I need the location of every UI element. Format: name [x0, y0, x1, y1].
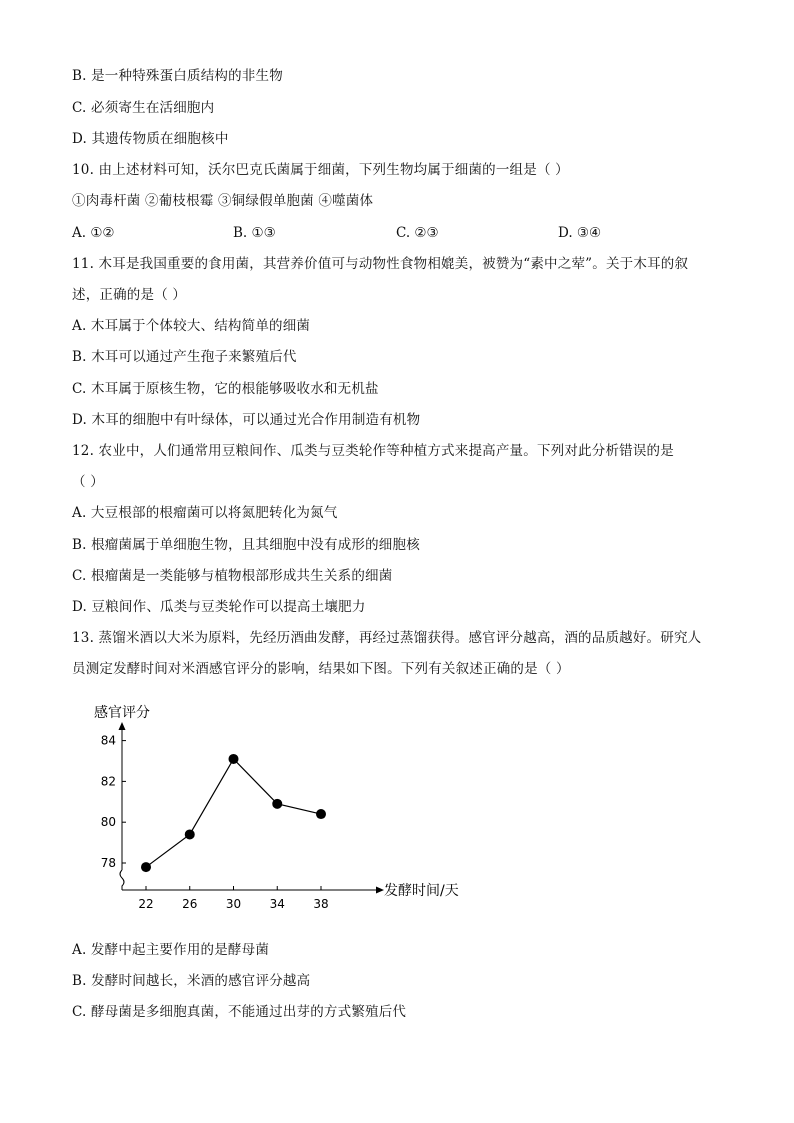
x-tick-label: 30 — [225, 897, 242, 911]
q9-option-d: D. 其遗传物质在细胞核中 — [72, 131, 229, 147]
y-axis-label: 感官评分 — [94, 705, 150, 721]
data-point — [316, 809, 326, 819]
q11-stem-line1: 11. 木耳是我国重要的食用菌，其营养价值可与动物性食物相媲美，被赞为“素中之荤”。关于木耳的叙 — [72, 256, 689, 272]
q11-option-c: C. 木耳属于原核生物，它的根能够吸收水和无机盐 — [72, 381, 379, 397]
x-tick-label: 22 — [138, 897, 154, 911]
q12-stem-line2: （ ） — [72, 474, 104, 490]
q10-options — [72, 224, 732, 242]
q10-option-a: A. ①② — [72, 225, 115, 241]
q13-option-a: A. 发酵中起主要作用的是酵母菌 — [72, 942, 270, 958]
q11-stem-line2: 述，正确的是（ ） — [72, 287, 187, 303]
y-tick-label: 84 — [100, 733, 116, 748]
q9-option-b: B. 是一种特殊蛋白质结构的非生物 — [72, 68, 283, 84]
q10-items: ①肉毒杆菌 ②葡枝根霉 ③铜绿假单胞菌 ④噬菌体 — [72, 193, 374, 209]
q12-option-d: D. 豆粮间作、瓜类与豆类轮作可以提高土壤肥力 — [72, 599, 366, 615]
q10-stem: 10. 由上述材料可知，沃尔巴克氏菌属于细菌，下列生物均属于细菌的一组是（ ） — [72, 162, 569, 178]
data-point — [272, 799, 282, 809]
y-tick-label: 78 — [100, 856, 116, 870]
q13-stem-line1: 13. 蒸馏米酒以大米为原料，先经历酒曲发酵，再经过蒸馏获得。感官评分越高，酒的品质越好。研究人 — [72, 630, 702, 646]
q12-option-a: A. 大豆根部的根瘤菌可以将氮肥转化为氮气 — [72, 505, 338, 521]
x-axis-label: 发酵时间/天 — [384, 883, 459, 899]
y-axis-arrow — [119, 722, 126, 730]
q9-option-c: C. 必须寄生在活细胞内 — [72, 100, 215, 116]
q11-option-b: B. 木耳可以通过产生孢子来繁殖后代 — [72, 349, 297, 365]
series-line — [146, 759, 321, 867]
x-tick-label: 38 — [313, 897, 329, 911]
q10-option-c: C. ②③ — [396, 225, 439, 241]
y-tick-label: 82 — [100, 774, 116, 789]
q12-stem-line1: 12. 农业中，人们通常用豆粮间作、瓜类与豆类轮作等种植方式来提高产量。下列对此分析错误的是 — [72, 443, 674, 459]
q10-option-b: B. ①③ — [233, 225, 276, 241]
data-point — [229, 754, 239, 764]
x-tick-label: 26 — [182, 897, 198, 911]
y-tick-label: 80 — [100, 815, 116, 830]
q10-option-d: D. ③④ — [558, 225, 602, 241]
q11-option-d: D. 木耳的细胞中有叶绿体，可以通过光合作用制造有机物 — [72, 412, 421, 428]
axis-break-mark — [120, 870, 124, 890]
sensory-score-line-chart — [80, 700, 500, 920]
q13-option-b: B. 发酵时间越长，米酒的感官评分越高 — [72, 973, 311, 989]
q12-option-b: B. 根瘤菌属于单细胞生物，且其细胞中没有成形的细胞核 — [72, 537, 420, 553]
data-point — [141, 862, 151, 872]
q11-option-a: A. 木耳属于个体较大、结构简单的细菌 — [72, 318, 311, 334]
data-point — [185, 829, 195, 839]
q12-option-c: C. 根瘤菌是一类能够与植物根部形成共生关系的细菌 — [72, 568, 393, 584]
x-axis-arrow — [376, 887, 384, 894]
x-tick-label: 34 — [269, 897, 285, 911]
q13-option-c: C. 酵母菌是多细胞真菌，不能通过出芽的方式繁殖后代 — [72, 1004, 407, 1020]
q13-stem-line2: 员测定发酵时间对米酒感官评分的影响，结果如下图。下列有关叙述正确的是（ ） — [72, 661, 570, 677]
